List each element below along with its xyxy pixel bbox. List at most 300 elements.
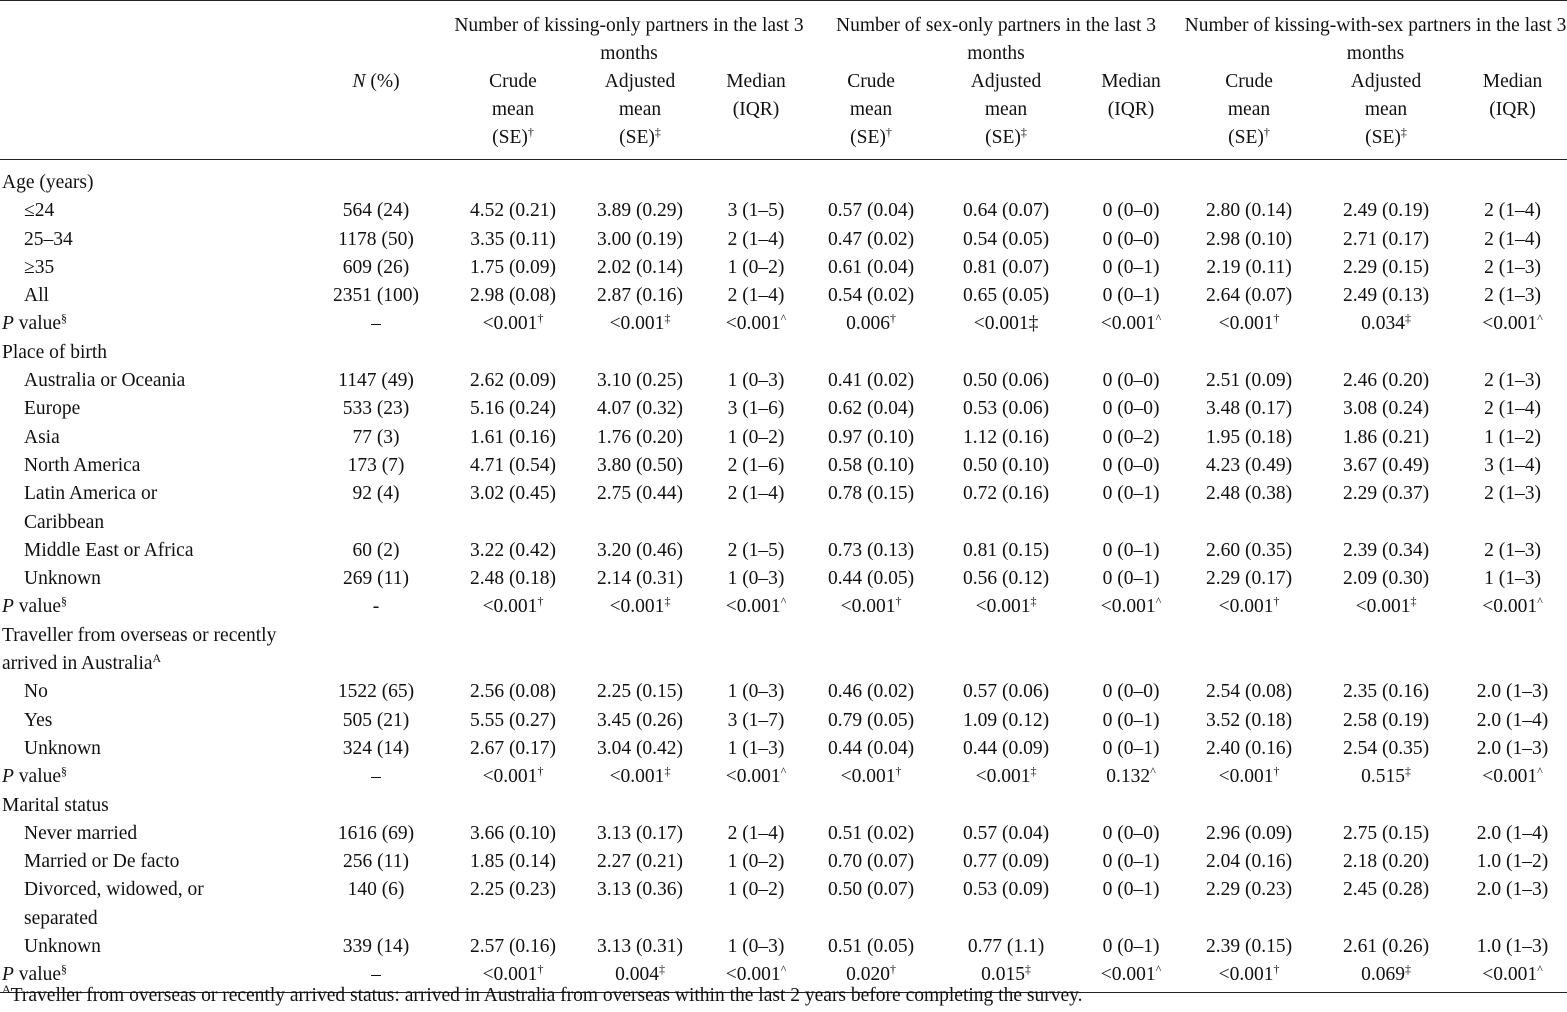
empty-cell	[576, 622, 704, 679]
p-value-footnote-mark: †	[537, 311, 544, 326]
value-cell: 0.51 (0.02)	[827, 822, 915, 844]
value-cell: 1 (0–2)	[727, 426, 785, 448]
value-cell: 2 (1–3)	[1484, 285, 1541, 307]
header-empty-label	[0, 68, 302, 160]
group-header-sex-only: Number of sex-only partners in the last 3 months	[835, 15, 1157, 64]
value-cell: 0 (0–0)	[1102, 370, 1160, 392]
empty-cell	[576, 160, 704, 198]
row-label: ≥35	[24, 256, 55, 278]
p-value-text: <0.001	[1218, 313, 1274, 335]
p-label-rest: value	[13, 964, 62, 986]
subheader-text: (SE)	[1228, 127, 1264, 148]
value-cell: 0 (0–0)	[1102, 200, 1160, 222]
p-letter: P	[2, 766, 14, 788]
value-cell: 3.22 (0.42)	[469, 539, 557, 561]
table-row	[0, 197, 1567, 225]
value-cell: 3.02 (0.45)	[469, 483, 557, 505]
section-label	[0, 160, 302, 198]
p-value-cell	[1458, 961, 1567, 992]
value-cell: 4.07 (0.32)	[596, 398, 684, 420]
value-cell: 3.20 (0.46)	[596, 539, 684, 561]
p-value-cell	[450, 593, 576, 621]
n-percent-cell: -	[372, 596, 380, 618]
empty-cell	[808, 339, 934, 367]
value-cell: 2 (1–3)	[1484, 256, 1541, 278]
value-cell: 2.60 (0.35)	[1205, 539, 1293, 561]
p-value-cell	[576, 310, 704, 338]
value-cell: 0.54 (0.02)	[827, 285, 915, 307]
subheader-kissing-only-crude-mean	[450, 68, 576, 160]
subheader-footnote-mark: †	[527, 125, 534, 139]
value-cell: 2.67 (0.17)	[469, 737, 557, 759]
section-row	[0, 792, 1567, 820]
value-cell: 2 (1–4)	[727, 285, 785, 307]
p-value-cell	[1314, 961, 1458, 992]
value-cell: 3.80 (0.50)	[596, 454, 684, 476]
p-value-text: <0.001	[975, 596, 1031, 618]
p-value-text: 0.020	[846, 964, 890, 986]
value-cell: 3.13 (0.17)	[596, 822, 684, 844]
n-percent-header	[302, 68, 450, 160]
subheader-footnote-mark: ‡	[1400, 125, 1407, 139]
value-cell: 2 (1–3)	[1484, 539, 1541, 561]
value-cell: 0 (0–1)	[1102, 539, 1160, 561]
p-value-text: <0.001	[1355, 596, 1411, 618]
n-percent-cell: 60 (2)	[352, 539, 400, 561]
subheader-line: (IQR)	[1107, 99, 1155, 120]
value-cell: 0.64 (0.07)	[962, 200, 1050, 222]
p-value-cell	[1078, 310, 1184, 338]
table-row	[0, 395, 1567, 423]
value-cell: 2.0 (1–3)	[1476, 681, 1549, 703]
value-cell: 0.44 (0.05)	[827, 568, 915, 590]
p-value-footnote-mark: ‡	[1404, 962, 1411, 977]
group-header-kissing-with-sex: Number of kissing-with-sex partners in the last 3 months	[1184, 15, 1567, 64]
p-value-cell	[1458, 593, 1567, 621]
p-value-footnote-mark: ^	[1155, 962, 1162, 977]
n-label-rest: (%)	[365, 71, 400, 92]
empty-cell	[1458, 622, 1567, 679]
value-cell: 0 (0–0)	[1102, 822, 1160, 844]
value-cell: 0.53 (0.06)	[962, 398, 1050, 420]
table-row	[0, 424, 1567, 452]
p-value-text: 0.515	[1361, 766, 1405, 788]
value-cell: 3.13 (0.36)	[596, 879, 684, 901]
p-value-footnote-mark: ‡	[1404, 764, 1411, 779]
p-value-text: <0.001	[609, 313, 665, 335]
header-empty-n	[302, 1, 450, 69]
p-value-cell	[450, 763, 576, 791]
value-cell: 2.39 (0.15)	[1205, 936, 1293, 958]
row-label: No	[24, 681, 48, 703]
subheader-kissing-only-adjusted-mean	[576, 68, 704, 160]
row-label: Australia or Oceania	[24, 370, 186, 392]
empty-cell	[1314, 339, 1458, 367]
table-row	[0, 254, 1567, 282]
p-value-footnote-mark: ^	[1155, 311, 1162, 326]
p-value-text: <0.001	[1218, 766, 1274, 788]
p-value-footnote-mark: †	[537, 594, 544, 609]
subheader-sex-only-adjusted-mean	[934, 68, 1078, 160]
p-value-text: <0.001	[1100, 964, 1156, 986]
value-cell: 2 (1–4)	[727, 822, 785, 844]
p-value-text: 0.006	[846, 313, 890, 335]
row-label: Middle East or Africa	[24, 539, 194, 561]
subheader-line	[1314, 124, 1458, 152]
p-value-row	[0, 310, 1567, 338]
value-cell: 2.25 (0.23)	[469, 879, 557, 901]
subheader-line: mean	[1227, 99, 1271, 120]
subheader-line: Crude	[1225, 71, 1273, 92]
n-percent-cell: 1522 (65)	[337, 681, 415, 703]
p-letter: P	[2, 964, 14, 986]
section-footnote-mark: A	[152, 651, 162, 666]
value-cell: 2.87 (0.16)	[596, 285, 684, 307]
value-cell: 0 (0–1)	[1102, 568, 1160, 590]
value-cell: 3.45 (0.26)	[596, 709, 684, 731]
value-cell: 0.50 (0.06)	[962, 370, 1050, 392]
row-label: Europe	[24, 398, 81, 420]
value-cell: 1 (0–3)	[727, 936, 785, 958]
value-cell: 2.51 (0.09)	[1205, 370, 1293, 392]
p-value-footnote-mark: †	[1273, 311, 1280, 326]
empty-cell	[450, 792, 576, 820]
row-label: Unknown	[24, 568, 101, 590]
p-value-row	[0, 593, 1567, 621]
n-percent-cell: 256 (11)	[343, 851, 409, 873]
value-cell: 2.29 (0.37)	[1342, 483, 1430, 505]
value-cell: 0 (0–1)	[1102, 483, 1160, 505]
p-value-footnote-mark: ‡	[664, 594, 671, 609]
p-value-cell	[1314, 593, 1458, 621]
value-cell: 2.75 (0.44)	[596, 483, 684, 505]
table-row	[0, 848, 1567, 876]
value-cell: 3 (1–4)	[1484, 454, 1541, 476]
p-value-cell	[1078, 961, 1184, 992]
p-value-text: <0.001‡	[973, 313, 1039, 335]
subheader-line	[808, 124, 934, 152]
empty-cell	[1458, 160, 1567, 198]
value-cell: 0.77 (0.09)	[962, 851, 1050, 873]
subheader-line: Crude	[489, 71, 537, 92]
value-cell: 0 (0–1)	[1102, 737, 1160, 759]
p-value-cell	[1078, 763, 1184, 791]
p-value-text: 0.004	[615, 964, 659, 986]
row-label: Divorced, widowed, or separated	[24, 879, 204, 929]
empty-cell	[934, 792, 1078, 820]
empty-cell	[1184, 339, 1314, 367]
value-cell: 2.0 (1–4)	[1476, 709, 1549, 731]
value-cell: 0.41 (0.02)	[827, 370, 915, 392]
p-value-text: <0.001	[1100, 596, 1156, 618]
value-cell: 0 (0–1)	[1102, 879, 1160, 901]
value-cell: 2.98 (0.10)	[1205, 228, 1293, 250]
n-percent-cell: 1616 (69)	[337, 822, 415, 844]
empty-cell	[808, 792, 934, 820]
p-value-text: <0.001	[1482, 766, 1538, 788]
subheader-text: (SE)	[619, 127, 655, 148]
value-cell: 2.04 (0.16)	[1205, 851, 1293, 873]
p-label-rest: value	[13, 313, 62, 335]
value-cell: 0.44 (0.09)	[962, 737, 1050, 759]
p-value-footnote-mark: ^	[780, 311, 787, 326]
p-letter: P	[2, 596, 14, 618]
p-value-text: <0.001	[1100, 313, 1156, 335]
value-cell: 2 (1–5)	[727, 539, 785, 561]
value-cell: 3.08 (0.24)	[1342, 398, 1430, 420]
p-value-footnote-mark: †	[895, 764, 902, 779]
value-cell: 5.55 (0.27)	[469, 709, 557, 731]
table-row	[0, 707, 1567, 735]
value-cell: 0 (0–1)	[1102, 709, 1160, 731]
value-cell: 3 (1–7)	[727, 709, 785, 731]
p-value-cell	[808, 310, 934, 338]
p-value-cell	[1078, 593, 1184, 621]
p-label-footnote-mark: §	[61, 764, 68, 779]
footnote-marker: A	[2, 982, 11, 996]
p-label-rest: value	[13, 766, 62, 788]
value-cell: 1 (0–3)	[727, 370, 785, 392]
n-percent-cell: 92 (4)	[352, 483, 400, 505]
n-percent-cell: 173 (7)	[347, 454, 405, 476]
empty-cell	[934, 160, 1078, 198]
value-cell: 3.89 (0.29)	[596, 200, 684, 222]
p-value-footnote-mark: ‡	[1404, 311, 1411, 326]
row-label: All	[24, 285, 49, 307]
subheader-kissing-with-sex-adjusted-mean	[1314, 68, 1458, 160]
value-cell: 0 (0–1)	[1102, 256, 1160, 278]
p-value-text: 0.069	[1361, 964, 1405, 986]
p-value-label	[0, 763, 302, 791]
subheader-line: (IQR)	[732, 99, 780, 120]
subheader-footnote-mark: ‡	[1020, 125, 1027, 139]
n-label-italic: N	[352, 71, 366, 92]
subheader-line: mean	[849, 99, 893, 120]
p-value-footnote-mark: ‡	[658, 962, 665, 977]
table-row	[0, 452, 1567, 480]
empty-cell	[1314, 622, 1458, 679]
value-cell: 1.85 (0.14)	[469, 851, 557, 873]
p-value-cell	[1458, 310, 1567, 338]
value-cell: 1.61 (0.16)	[469, 426, 557, 448]
value-cell: 2.0 (1–4)	[1476, 822, 1549, 844]
p-value-text: <0.001	[840, 596, 896, 618]
p-label-rest: value	[13, 596, 62, 618]
p-value-footnote-mark: ^	[1150, 764, 1156, 779]
header-empty	[0, 1, 302, 69]
p-value-text: <0.001	[1482, 964, 1538, 986]
value-cell: 2 (1–4)	[1484, 200, 1541, 222]
p-value-footnote-mark: ‡	[1410, 594, 1417, 609]
value-cell: 2.0 (1–3)	[1476, 737, 1549, 759]
p-value-text: 0.034	[1361, 313, 1405, 335]
empty-cell	[1458, 339, 1567, 367]
empty-cell	[808, 160, 934, 198]
p-value-text: 0.015	[981, 964, 1025, 986]
p-value-text: <0.001	[482, 596, 538, 618]
value-cell: 3.04 (0.42)	[596, 737, 684, 759]
table-row	[0, 565, 1567, 593]
p-value-footnote-mark: ^	[1537, 764, 1543, 779]
value-cell: 2.54 (0.35)	[1342, 737, 1430, 759]
subheader-text: (SE)	[985, 127, 1021, 148]
empty-cell	[1184, 622, 1314, 679]
n-percent-cell: 77 (3)	[352, 426, 400, 448]
p-value-footnote-mark: †	[537, 962, 544, 977]
value-cell: 0 (0–0)	[1102, 681, 1160, 703]
value-cell: 1.75 (0.09)	[469, 256, 557, 278]
p-value-text: <0.001	[609, 766, 665, 788]
value-cell: 4.52 (0.21)	[469, 200, 557, 222]
p-value-text: <0.001	[1482, 596, 1538, 618]
value-cell: 1 (1–3)	[1484, 568, 1541, 590]
value-cell: 0.57 (0.04)	[827, 200, 915, 222]
value-cell: 3 (1–5)	[727, 200, 785, 222]
value-cell: 2.25 (0.15)	[596, 681, 684, 703]
empty-cell	[1458, 792, 1567, 820]
value-cell: 0.57 (0.04)	[962, 822, 1050, 844]
row-label: Unknown	[24, 737, 101, 759]
p-value-cell	[576, 763, 704, 791]
p-value-footnote-mark: ‡	[1030, 594, 1037, 609]
p-value-label	[0, 310, 302, 338]
p-value-cell	[1314, 763, 1458, 791]
value-cell: 2.02 (0.14)	[596, 256, 684, 278]
value-cell: 0.62 (0.04)	[827, 398, 915, 420]
value-cell: 2.18 (0.20)	[1342, 851, 1430, 873]
p-value-footnote-mark: †	[537, 764, 544, 779]
p-value-cell	[808, 763, 934, 791]
value-cell: 1 (0–3)	[727, 681, 785, 703]
row-label: Unknown	[24, 936, 101, 958]
value-cell: 2.48 (0.18)	[469, 568, 557, 590]
n-percent-cell: 324 (14)	[342, 737, 410, 759]
empty-cell	[704, 622, 808, 679]
p-value-text: <0.001	[482, 964, 538, 986]
p-value-text: <0.001	[609, 596, 665, 618]
subheader-kissing-with-sex-median	[1458, 68, 1567, 160]
value-cell: 1.86 (0.21)	[1342, 426, 1430, 448]
value-cell: 0.77 (1.1)	[967, 936, 1045, 958]
subheader-sex-only-median	[1078, 68, 1184, 160]
p-value-cell	[934, 593, 1078, 621]
p-value-footnote-mark: †	[895, 594, 902, 609]
table-row	[0, 933, 1567, 961]
value-cell: 0.81 (0.15)	[962, 539, 1050, 561]
p-value-cell	[1184, 310, 1314, 338]
value-cell: 2.56 (0.08)	[469, 681, 557, 703]
value-cell: 0 (0–0)	[1102, 228, 1160, 250]
p-value-text: <0.001	[1218, 964, 1274, 986]
value-cell: 0.50 (0.07)	[827, 879, 915, 901]
table-row	[0, 735, 1567, 763]
value-cell: 2 (1–6)	[727, 454, 785, 476]
subheader-line	[576, 124, 704, 152]
p-value-cell	[808, 593, 934, 621]
row-label: Married or De facto	[24, 851, 180, 873]
value-cell: 3.66 (0.10)	[469, 822, 557, 844]
value-cell: 0.61 (0.04)	[827, 256, 915, 278]
value-cell: 3.67 (0.49)	[1342, 454, 1430, 476]
p-value-footnote-mark: ‡	[1030, 764, 1037, 779]
value-cell: 0.47 (0.02)	[827, 228, 915, 250]
row-label: Asia	[24, 426, 60, 448]
p-value-footnote-mark: ^	[780, 764, 787, 779]
value-cell: 4.71 (0.54)	[469, 454, 557, 476]
subheader-line: Crude	[847, 71, 895, 92]
p-value-footnote-mark: †	[1273, 962, 1280, 977]
empty-cell	[1184, 160, 1314, 198]
subheader-text: (SE)	[850, 127, 886, 148]
value-cell: 0.65 (0.05)	[962, 285, 1050, 307]
p-value-cell	[934, 763, 1078, 791]
value-cell: 2.09 (0.30)	[1342, 568, 1430, 590]
n-percent-cell: –	[371, 964, 381, 986]
section-label-text: Age (years)	[2, 172, 94, 193]
value-cell: 2.29 (0.23)	[1205, 879, 1293, 901]
value-cell: 2.54 (0.08)	[1205, 681, 1293, 703]
empty-cell	[302, 622, 450, 679]
p-value-cell	[576, 593, 704, 621]
value-cell: 2.27 (0.21)	[596, 851, 684, 873]
row-label: Yes	[24, 709, 53, 731]
p-value-text: <0.001	[482, 313, 538, 335]
value-cell: 0.73 (0.13)	[827, 539, 915, 561]
value-cell: 2.80 (0.14)	[1205, 200, 1293, 222]
p-value-cell	[1184, 763, 1314, 791]
subheader-sex-only-crude-mean	[808, 68, 934, 160]
value-cell: 3.48 (0.17)	[1205, 398, 1293, 420]
value-cell: 0 (0–1)	[1102, 285, 1160, 307]
p-value-text: <0.001	[1218, 596, 1274, 618]
section-row	[0, 622, 1567, 679]
p-letter: P	[2, 313, 14, 335]
empty-cell	[450, 160, 576, 198]
value-cell: 1.12 (0.16)	[962, 426, 1050, 448]
value-cell: 2.39 (0.34)	[1342, 539, 1430, 561]
subheader-footnote-mark: ‡	[654, 125, 661, 139]
p-value-footnote-mark: †	[1273, 764, 1280, 779]
p-value-text: <0.001	[725, 596, 781, 618]
value-cell: 0.51 (0.05)	[827, 936, 915, 958]
value-cell: 2.71 (0.17)	[1342, 228, 1430, 250]
empty-cell	[576, 339, 704, 367]
empty-cell	[1314, 792, 1458, 820]
value-cell: 0.70 (0.07)	[827, 851, 915, 873]
section-label	[0, 622, 302, 679]
value-cell: 2.58 (0.19)	[1342, 709, 1430, 731]
value-cell: 3.52 (0.18)	[1205, 709, 1293, 731]
subheader-line: Median	[1482, 71, 1543, 92]
p-value-cell	[450, 310, 576, 338]
value-cell: 2.0 (1–3)	[1476, 879, 1549, 901]
value-cell: 0.58 (0.10)	[827, 454, 915, 476]
n-percent-cell: 533 (23)	[342, 398, 410, 420]
value-cell: 2.14 (0.31)	[596, 568, 684, 590]
table-row	[0, 876, 1567, 933]
footnote-text: Traveller from overseas or recently arrived status: arrived in Australia from overseas within the last 2 years before completing the survey.	[10, 985, 1083, 1006]
value-cell: 0 (0–2)	[1102, 426, 1160, 448]
p-value-cell	[704, 593, 808, 621]
p-value-text: 0.132	[1106, 766, 1151, 788]
empty-cell	[934, 622, 1078, 679]
empty-cell	[1078, 160, 1184, 198]
table-header	[0, 1, 1567, 160]
value-cell: 1 (1–2)	[1484, 426, 1541, 448]
value-cell: 2.40 (0.16)	[1205, 737, 1293, 759]
row-label: Latin America or Caribbean	[24, 483, 158, 533]
row-label: North America	[24, 454, 141, 476]
